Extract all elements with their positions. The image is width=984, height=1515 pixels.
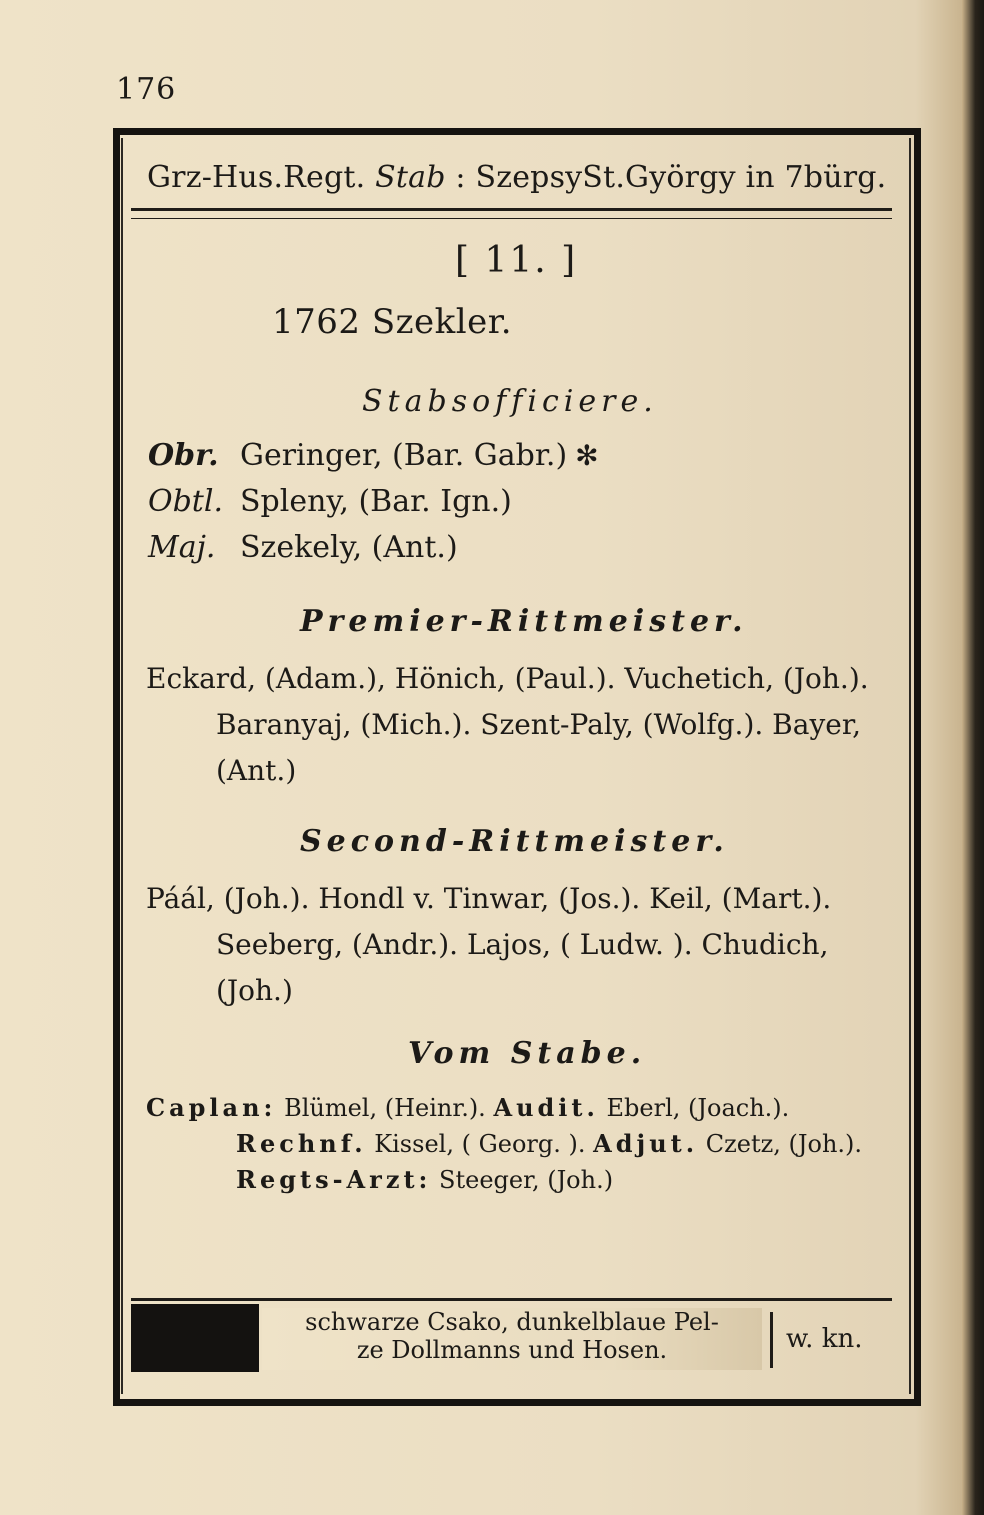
uniform-color-swatch [131,1304,259,1372]
officer-name: Szekely, (Ant.) [240,530,458,565]
decoration-star-icon: ✻ [575,439,599,472]
footer-divider [770,1312,773,1368]
heading-vom-stabe: Vom Stabe. [408,1036,647,1071]
footer-rule [131,1298,892,1301]
caplan-label: Caplan: [146,1093,277,1122]
officer-rank: Maj. [148,530,216,565]
header-regiment: Grz-Hus.Regt. [147,160,366,195]
rechnf-name: Kissel, ( Georg. ). [374,1130,586,1158]
regiment-title: 1762 Szekler. [272,302,513,342]
page-number: 176 [116,72,177,107]
section-number: [ 11. ] [455,240,578,281]
header-location: : SzepsySt.György in 7bürg. [455,160,887,195]
heading-stabsofficiere: Stabsofficiere. [362,384,658,419]
arzt-label: Regts-Arzt: [236,1165,432,1194]
arzt-name: Steeger, (Joh.) [439,1166,614,1194]
book-gutter [962,0,984,1515]
uniform-description [262,1308,762,1370]
staff-list [146,1090,894,1198]
caplan-name: Blümel, (Heinr.). [284,1094,486,1122]
heading-second-rittmeister: Second-Rittmeister. [300,824,729,859]
audit-name: Eberl, (Joach.). [606,1094,790,1122]
header-rule-thin [131,218,892,219]
heading-premier-rittmeister: Premier-Rittmeister. [300,604,748,639]
second-rittmeister-list: Páál, (Joh.). Hondl v. Tinwar, (Jos.). Keil, (Mart.). Seeberg, (Andr.). Lajos, ( Ludw. ). Chudich, (Joh.) [146,882,832,1007]
officer-name: Spleny, (Bar. Ign.) [240,484,512,519]
officer-row [148,484,512,519]
officer-row [148,438,599,473]
uniform-description-line: schwarze Csako, dunkelblaue Pel- [305,1308,719,1336]
officer-rank: Obr. [148,438,219,473]
officer-rank: Obtl. [148,484,223,519]
audit-label: Audit. [493,1093,599,1122]
adjut-label: Adjut. [593,1129,699,1158]
adjut-name: Czetz, (Joh.). [705,1130,863,1158]
rechnf-label: Rechnf. [236,1129,367,1158]
uniform-button-code: w. kn. [786,1324,863,1354]
premier-rittmeister-list: Eckard, (Adam.), Hönich, (Paul.). Vuchetich, (Joh.). Baranyaj, (Mich.). Szent-Paly, (Wolfg.). Bayer, (Ant.) [146,662,869,787]
page-header [147,160,892,195]
officer-row [148,530,458,565]
officer-name: Geringer, (Bar. Gabr.) [240,438,568,473]
header-staff-label: Stab [375,160,446,195]
header-rule [131,208,892,211]
uniform-description-line: ze Dollmanns und Hosen. [356,1336,668,1364]
